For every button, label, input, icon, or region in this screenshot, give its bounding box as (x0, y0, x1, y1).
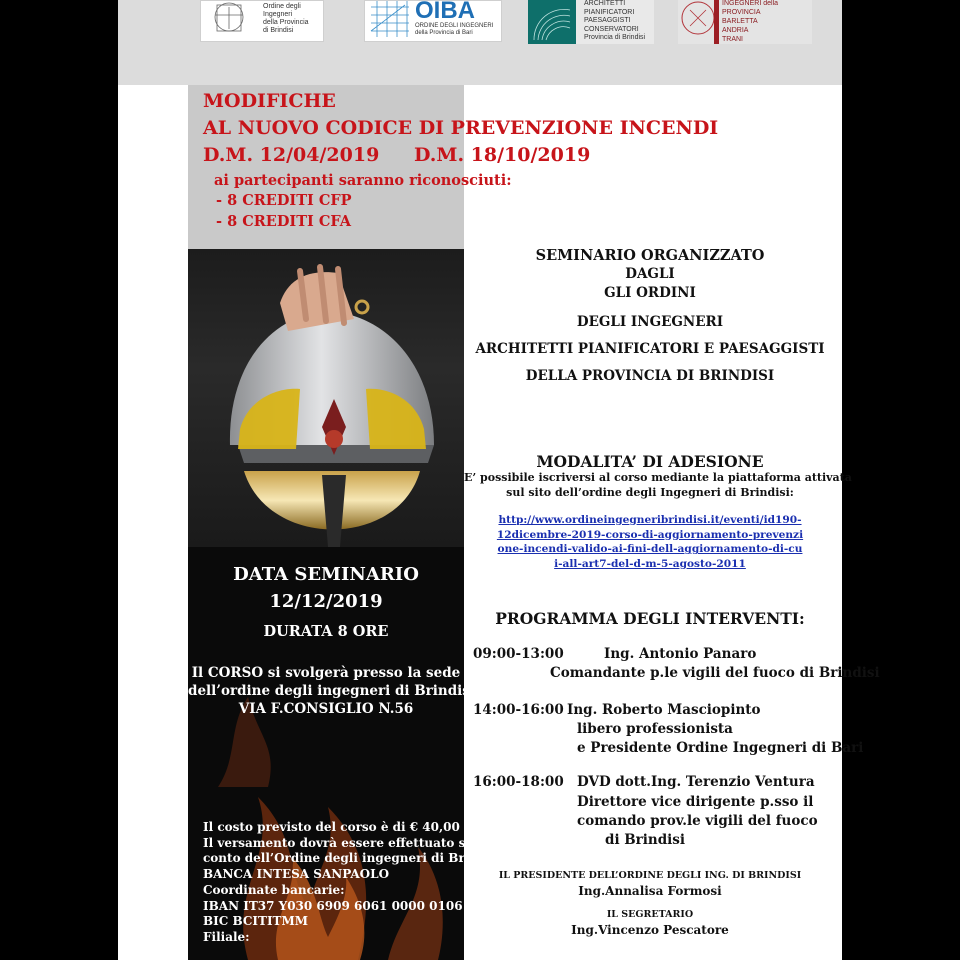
registration-link-line[interactable]: http://www.ordineingegneribrindisi.it/eventi/id190- (498, 514, 802, 526)
cost-line: Coordinate bancarie: (203, 882, 345, 897)
logo-bat-line: TRANI (722, 36, 743, 43)
logo-arch-line: PAESAGGISTI (584, 17, 631, 24)
logo-ing-line: della Provincia (263, 19, 309, 26)
organizer-heading: SEMINARIO ORGANIZZATO (535, 247, 765, 264)
credits-intro: ai partecipanti saranno riconosciuti: (214, 172, 512, 189)
session-detail: comando prov.le vigili del fuoco (577, 813, 818, 829)
credit-cfp: - 8 CREDITI CFP (216, 192, 352, 209)
organizer-line: GLI ORDINI (604, 285, 696, 301)
president-role: IL PRESIDENTE DELL’ORDINE DEGLI ING. DI BRINDISI (498, 870, 802, 881)
logo-ing-line: di Brindisi (263, 27, 294, 34)
organizer-line: DELLA PROVINCIA DI BRINDISI (525, 368, 775, 384)
venue-line: dell’ordine degli ingegneri di Brindisi - (188, 683, 486, 699)
session-detail: Direttore vice dirigente p.sso il (577, 794, 814, 810)
logo-ing-line: Ordine degli (263, 3, 301, 10)
firefighter-helmet-icon (188, 249, 464, 547)
oiba-grid-icon (369, 1, 413, 41)
title-line-2: AL NUOVO CODICE DI PREVENZIONE INCENDI (203, 117, 719, 139)
logo-band (118, 0, 842, 85)
secretary-role: IL SEGRETARIO (606, 909, 694, 920)
session-speaker: Ing. Roberto Masciopinto (567, 702, 761, 718)
logo-arch-line: ARCHITETTI (584, 0, 626, 7)
secretary-name: Ing.Vincenzo Pescatore (571, 923, 729, 937)
registration-link-line[interactable]: i-all-art7-del-d-m-5-agosto-2011 (554, 558, 746, 571)
vitruvian-man-icon (207, 1, 251, 41)
cost-line: Il versamento dovrà essere effettuato sul (203, 835, 479, 850)
president-name: Ing.Annalisa Formosi (578, 884, 722, 898)
architetti-emblem-icon (528, 0, 576, 44)
seminar-poster (118, 0, 880, 960)
organizer-line: ARCHITETTI PIANIFICATORI E PAESAGGISTI (475, 341, 825, 357)
logo-architetti (528, 0, 654, 44)
session-time: 09:00-13:00 (473, 646, 564, 662)
oiba-wordmark: OIBA (415, 0, 475, 24)
logo-oiba-line: ORDINE DEGLI INGEGNERI (415, 23, 494, 29)
bic: BIC BCITITMM (203, 914, 309, 929)
logo-ing-line: Ingegneri (263, 11, 293, 18)
logo-ingegneri-bat (678, 0, 812, 44)
registration-link[interactable] (464, 513, 836, 572)
registration-text-2: sul sito dell’ordine degli Ingegneri di Brindisi: (506, 486, 794, 499)
seminar-date: 12/12/2019 (269, 591, 383, 612)
logo-oiba (364, 0, 502, 42)
registration-text-1: E’ possibile iscriversi al corso mediante la piattaforma attivata (464, 471, 852, 484)
program-heading: PROGRAMMA DEGLI INTERVENTI: (495, 609, 805, 628)
logo-bat-line: INGEGNERI della PROVINCIA (722, 0, 779, 16)
dm-date-2: D.M. 18/10/2019 (414, 144, 591, 166)
cost-block (203, 820, 492, 946)
credit-cfa: - 8 CREDITI CFA (216, 213, 352, 230)
registration-heading: MODALITA’ DI ADESIONE (536, 452, 764, 471)
iban: IBAN IT37 Y030 6909 6061 0000 0106 842 (203, 898, 492, 913)
dm-date-1: D.M. 12/04/2019 (203, 144, 380, 166)
registration-link-line[interactable]: one-incendi-valido-ai-fini-dell-aggiornamento-di-cu (497, 543, 803, 556)
session-detail: di Brindisi (605, 832, 686, 848)
session-detail: e Presidente Ordine Ingegneri di Bari (577, 740, 864, 756)
cost-line: BANCA INTESA SANPAOLO (203, 867, 390, 882)
session-time: 14:00-16:00 (473, 702, 564, 718)
cost-line: Filiale: (203, 929, 250, 944)
logo-arch-line: Provincia di Brindisi (584, 34, 646, 41)
organizer-line: DAGLI (625, 266, 675, 282)
logo-oiba-line: della Provincia di Bari (415, 30, 473, 36)
session-speaker: DVD dott.Ing. Terenzio Ventura (577, 774, 815, 790)
helmet-photo (188, 249, 464, 547)
cost-line: conto dell’Ordine degli ingegneri di Brindi (203, 851, 491, 866)
cost-line: Il costo previsto del corso è di € 40,00 . (203, 820, 469, 834)
logo-arch-line: PIANIFICATORI (584, 8, 635, 16)
session-detail: libero professionista (577, 721, 733, 737)
session-time: 16:00-18:00 (473, 774, 564, 790)
logo-bat-line: ANDRIA (722, 27, 749, 34)
logo-arch-line: CONSERVATORI (584, 25, 639, 33)
organizer-line: DEGLI INGEGNERI (576, 314, 724, 330)
title-line-1: MODIFICHE (203, 90, 336, 112)
seminar-date-label: DATA SEMINARIO (233, 564, 419, 585)
session-detail: Comandante p.le vigili del fuoco di Brindisi (550, 665, 880, 681)
registration-link-line[interactable]: 12dicembre-2019-corso-di-aggiornamento-prevenzi (496, 528, 804, 541)
logo-ordine-ingegneri-brindisi (200, 0, 324, 42)
venue-line: Il CORSO si svolgerà presso la sede (191, 665, 461, 681)
venue-block (188, 664, 486, 718)
seminar-duration: DURATA 8 ORE (263, 623, 389, 640)
venue-line: VIA F.CONSIGLIO N.56 (238, 701, 414, 717)
logo-bat-line: BARLETTA (722, 18, 758, 25)
session-speaker: Ing. Antonio Panaro (604, 646, 757, 662)
